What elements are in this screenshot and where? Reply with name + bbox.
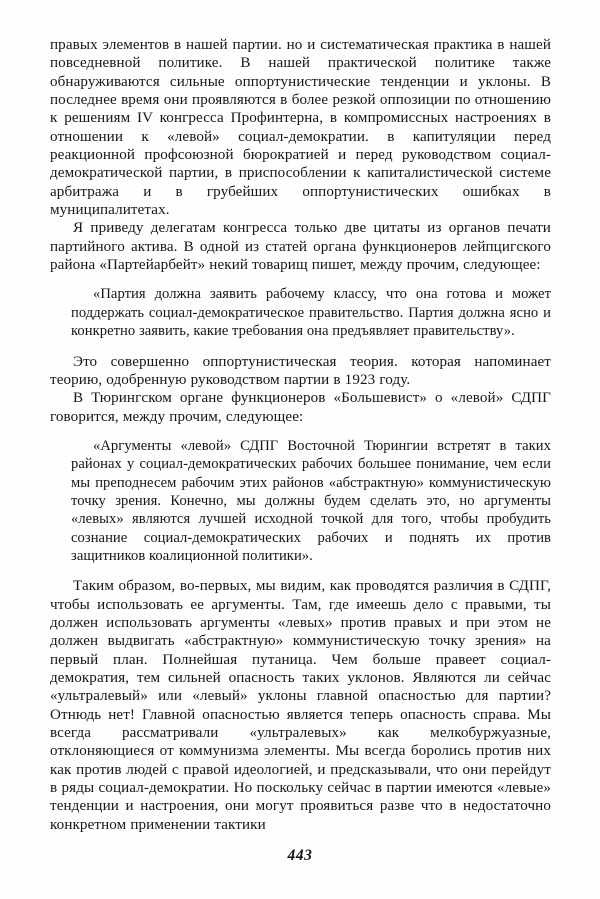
paragraph-opportunist-theory: Это совершенно оппортунистическая теория. которая напоминает теорию, одобренную руководством партии в 1923 году. [50, 353, 551, 388]
blockquote-bolshevist: «Аргументы «левой» СДПГ Восточной Тюрингии встретят в таких районах у социал-демократических рабочих большее понимание, чем если мы преподнесем рабочим этих районов «абстрактную» коммунистическую точку зрения. Конечно, мы должны будем сделать это, но аргументы «левых» являются лучшей исходной точкой для того, чтобы пробудить сознание социал-демократических рабочих и поднять их против защитников коалиционной политики». [71, 437, 551, 564]
page-text-block [50, 36, 551, 834]
paragraph-bolshevist-intro: В Тюрингском органе функционеров «Большевист» о «левой» СДПГ говорится, между прочим, следующее: [50, 390, 551, 425]
paragraph-quotes-intro: Я приведу делегатам конгресса только две цитаты из органов печати партийного актива. В одной из статей органа функционеров лейпцигского района «Партейарбейт» некий товарищ пишет, между прочим, следующее: [50, 220, 551, 274]
blockquote-parteiarbeit: «Партия должна заявить рабочему классу, что она готова и может поддержать социал-демократическое правительство. Партия должна ясно и конкретно заявить, какие требования она предъявляет правительству». [71, 286, 551, 340]
paragraph-continuation: правых элементов в нашей партии. но и систематическая практика в нашей повседневной политике. В нашей практической политике также обнаруживаются сильные оппортунистические тенденции и уклоны. В последнее время они проявляются в более резкой оппозиции по отношению к решениям IV конгресса Профинтерна, в компромиссных настроениях в отношении к «левой» социал-демократии. в капитуляции перед реакционной профсоюзной бюрократией и перед руководством социал-демократической партии, в приспособлении к капиталистической системе арбитража и в грубейших оппортунистических ошибках в муниципалитетах. [50, 37, 551, 219]
page-number: 443 [287, 847, 313, 864]
spacer-after-blockquote-1 [50, 341, 551, 353]
spacer-before-blockquote-2 [50, 426, 551, 437]
spacer-after-blockquote-2 [50, 565, 551, 577]
paragraph-conclusion: Таким образом, во-первых, мы видим, как проводятся различия в СДПГ, чтобы использовать ее аргументы. Там, где имеешь дело с правыми, ты должен использовать аргументы «левых» против правых и при этом не должен выдвигать «абстрактную» коммунистическую точку зрения» на первый план. Полнейшая путаница. Чем больше правеет социал-демократия, тем сильней опасность таких уклонов. Являются ли сейчас «ультралевый» или «левый» уклоны главной опасностью для партии? Отнюдь нет! Главной опасностью является теперь опасность справа. Мы всегда рассматривали «ультралевых» как мелкобуржуазные, отклоняющиеся от коммунизма элементы. Мы всегда боролись против них как против людей с правой идеологией, и предсказывали, что они перейдут в ряды социал-демократии. Но поскольку сейчас в партии имеются «левые» тенденции и настроения, они могут проявиться разве что в недостаточно конкретном применении тактики [50, 578, 551, 833]
spacer-before-blockquote-1 [50, 274, 551, 285]
